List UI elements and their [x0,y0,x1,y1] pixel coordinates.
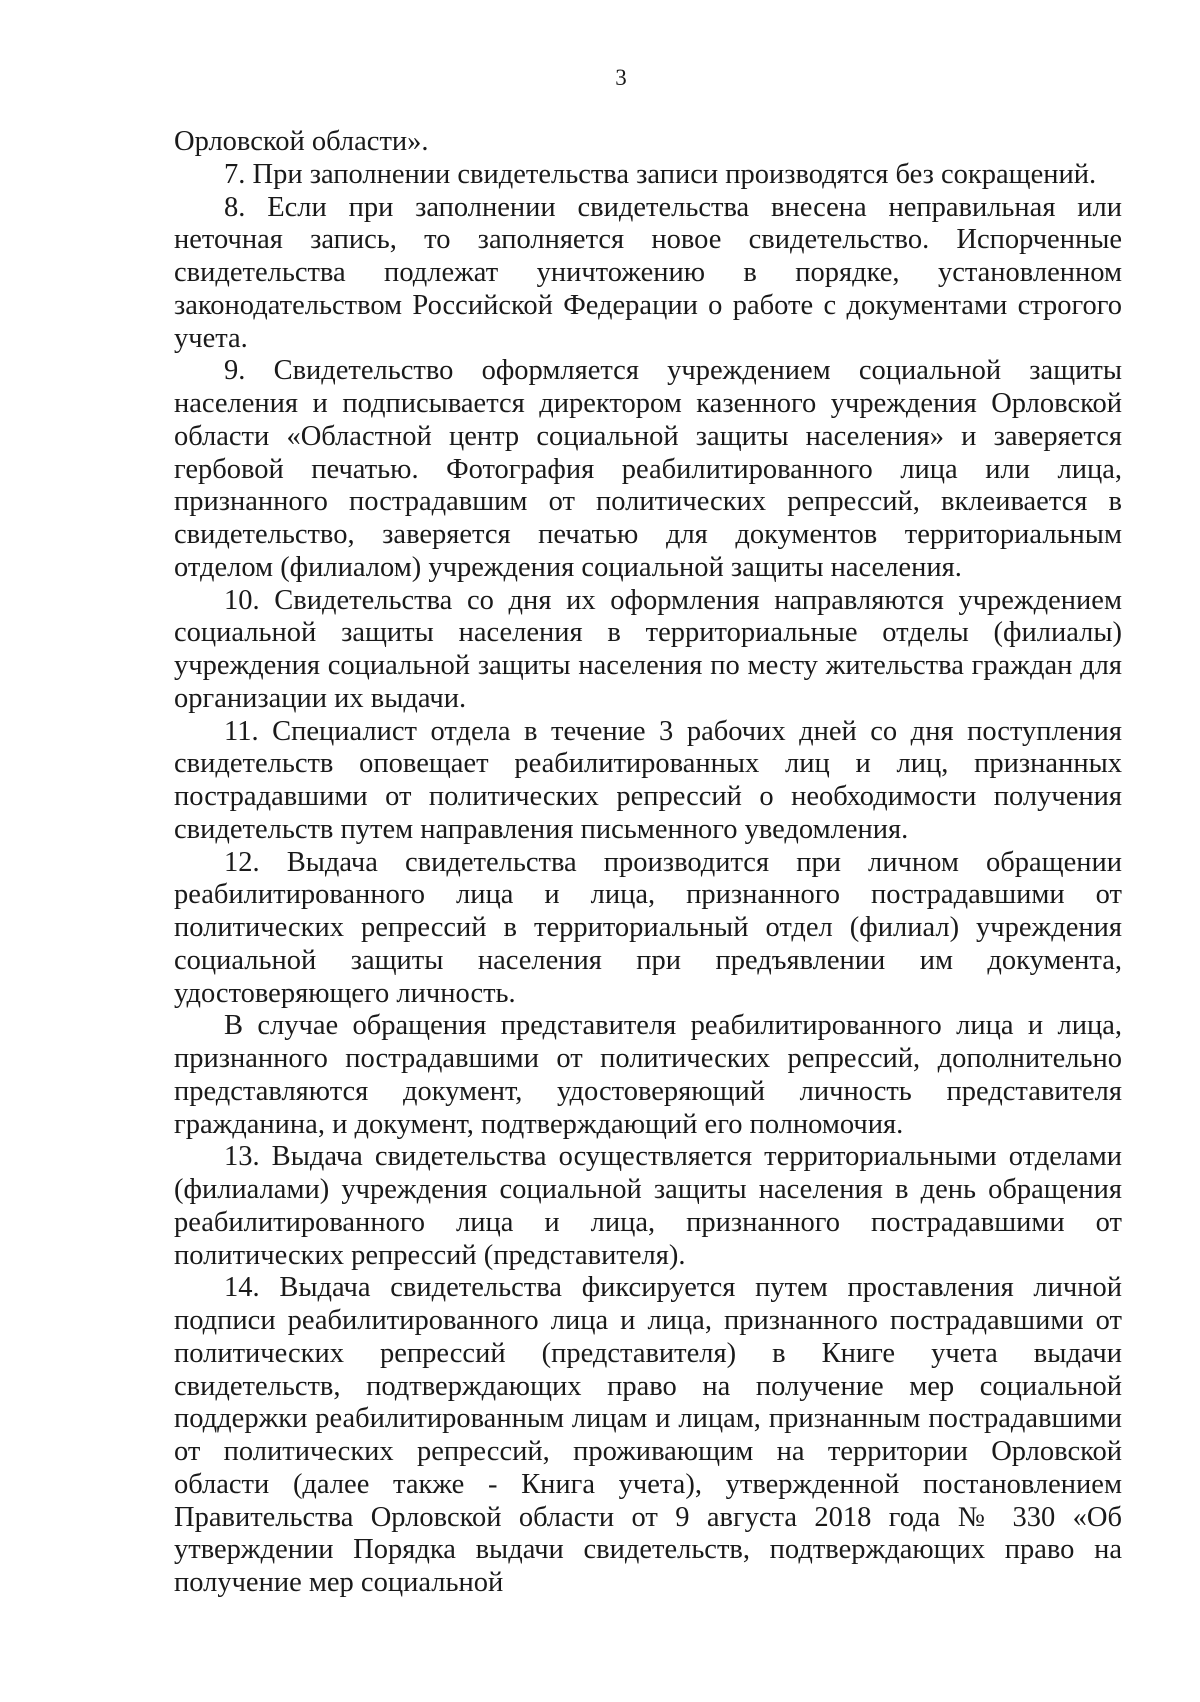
paragraph-item-8: 8. Если при заполнении свидетельства внесена неправильная или неточная запись, то заполняется новое свидетельство. Испорченные свидетельства подлежат уничтожению в порядке, установленном законодательством Российской Федерации о работе с документами строгого учета. [174,191,1122,354]
page-number: 3 [615,65,627,90]
paragraph-item-13: 13. Выдача свидетельства осуществляется территориальными отделами (филиалами) учреждения социальной защиты населения в день обращения реабилитированного лица и лица, признанного пострадавшими от политических репрессий (представителя). [174,1141,1122,1271]
paragraph-continuation: Орловской области». [174,126,429,157]
paragraph-item-7: 7. При заполнении свидетельства записи производятся без сокращений. [224,158,1097,190]
paragraph-item-10: 10. Свидетельства со дня их оформления направляются учреждением социальной защиты населения в территориальные отделы (филиалы) учреждения социальной защиты населения по месту жительства граждан для организации их выдачи. [174,584,1122,714]
paragraph-item-9: 9. Свидетельство оформляется учреждением социальной защиты населения и подписывается директором казенного учреждения Орловской области «Областной центр социальной защиты населения» и заверяется гербовой печатью. Фотография реабилитированного лица или лица, признанного пострадавшим от политических репрессий, вклеивается в свидетельство, заверяется печатью для документов территориальным отделом (филиалом) учреждения социальной защиты населения. [174,355,1122,583]
paragraph-item-14: 14. Выдача свидетельства фиксируется путем проставления личной подписи реабилитированного лица и лица, признанного пострадавшими от политических репрессий (представителя) в Книге учета выдачи свидетельств, подтверждающих право на получение мер социальной поддержки реабилитированным лицам и лицам, признанным пострадавшими от политических репрессий, проживающим на территории Орловской области (далее также - Книга учета), утвержденной постановлением Правительства Орловской области от 9 августа 2018 года № 330 «Об утверждении Порядка выдачи свидетельств, подтверждающих право на получение мер социальной [174,1272,1122,1598]
document-body [174,126,1122,1600]
paragraph-representative-case: В случае обращения представителя реабилитированного лица и лица, признанного пострадавшими от политических репрессий, дополнительно представляются документ, удостоверяющий личность представителя гражданина, и документ, подтверждающий его полномочия. [174,1010,1122,1140]
paragraph-item-12: 12. Выдача свидетельства производится при личном обращении реабилитированного лица и лица, признанного пострадавшими от политических репрессий в территориальный отдел (филиал) учреждения социальной защиты населения при предъявлении им документа, удостоверяющего личность. [174,846,1122,1009]
paragraph-item-11: 11. Специалист отдела в течение 3 рабочих дней со дня поступления свидетельств оповещает реабилитированных лиц и лиц, признанных пострадавшими от политических репрессий о необходимости получения свидетельств путем направления письменного уведомления. [174,715,1122,845]
